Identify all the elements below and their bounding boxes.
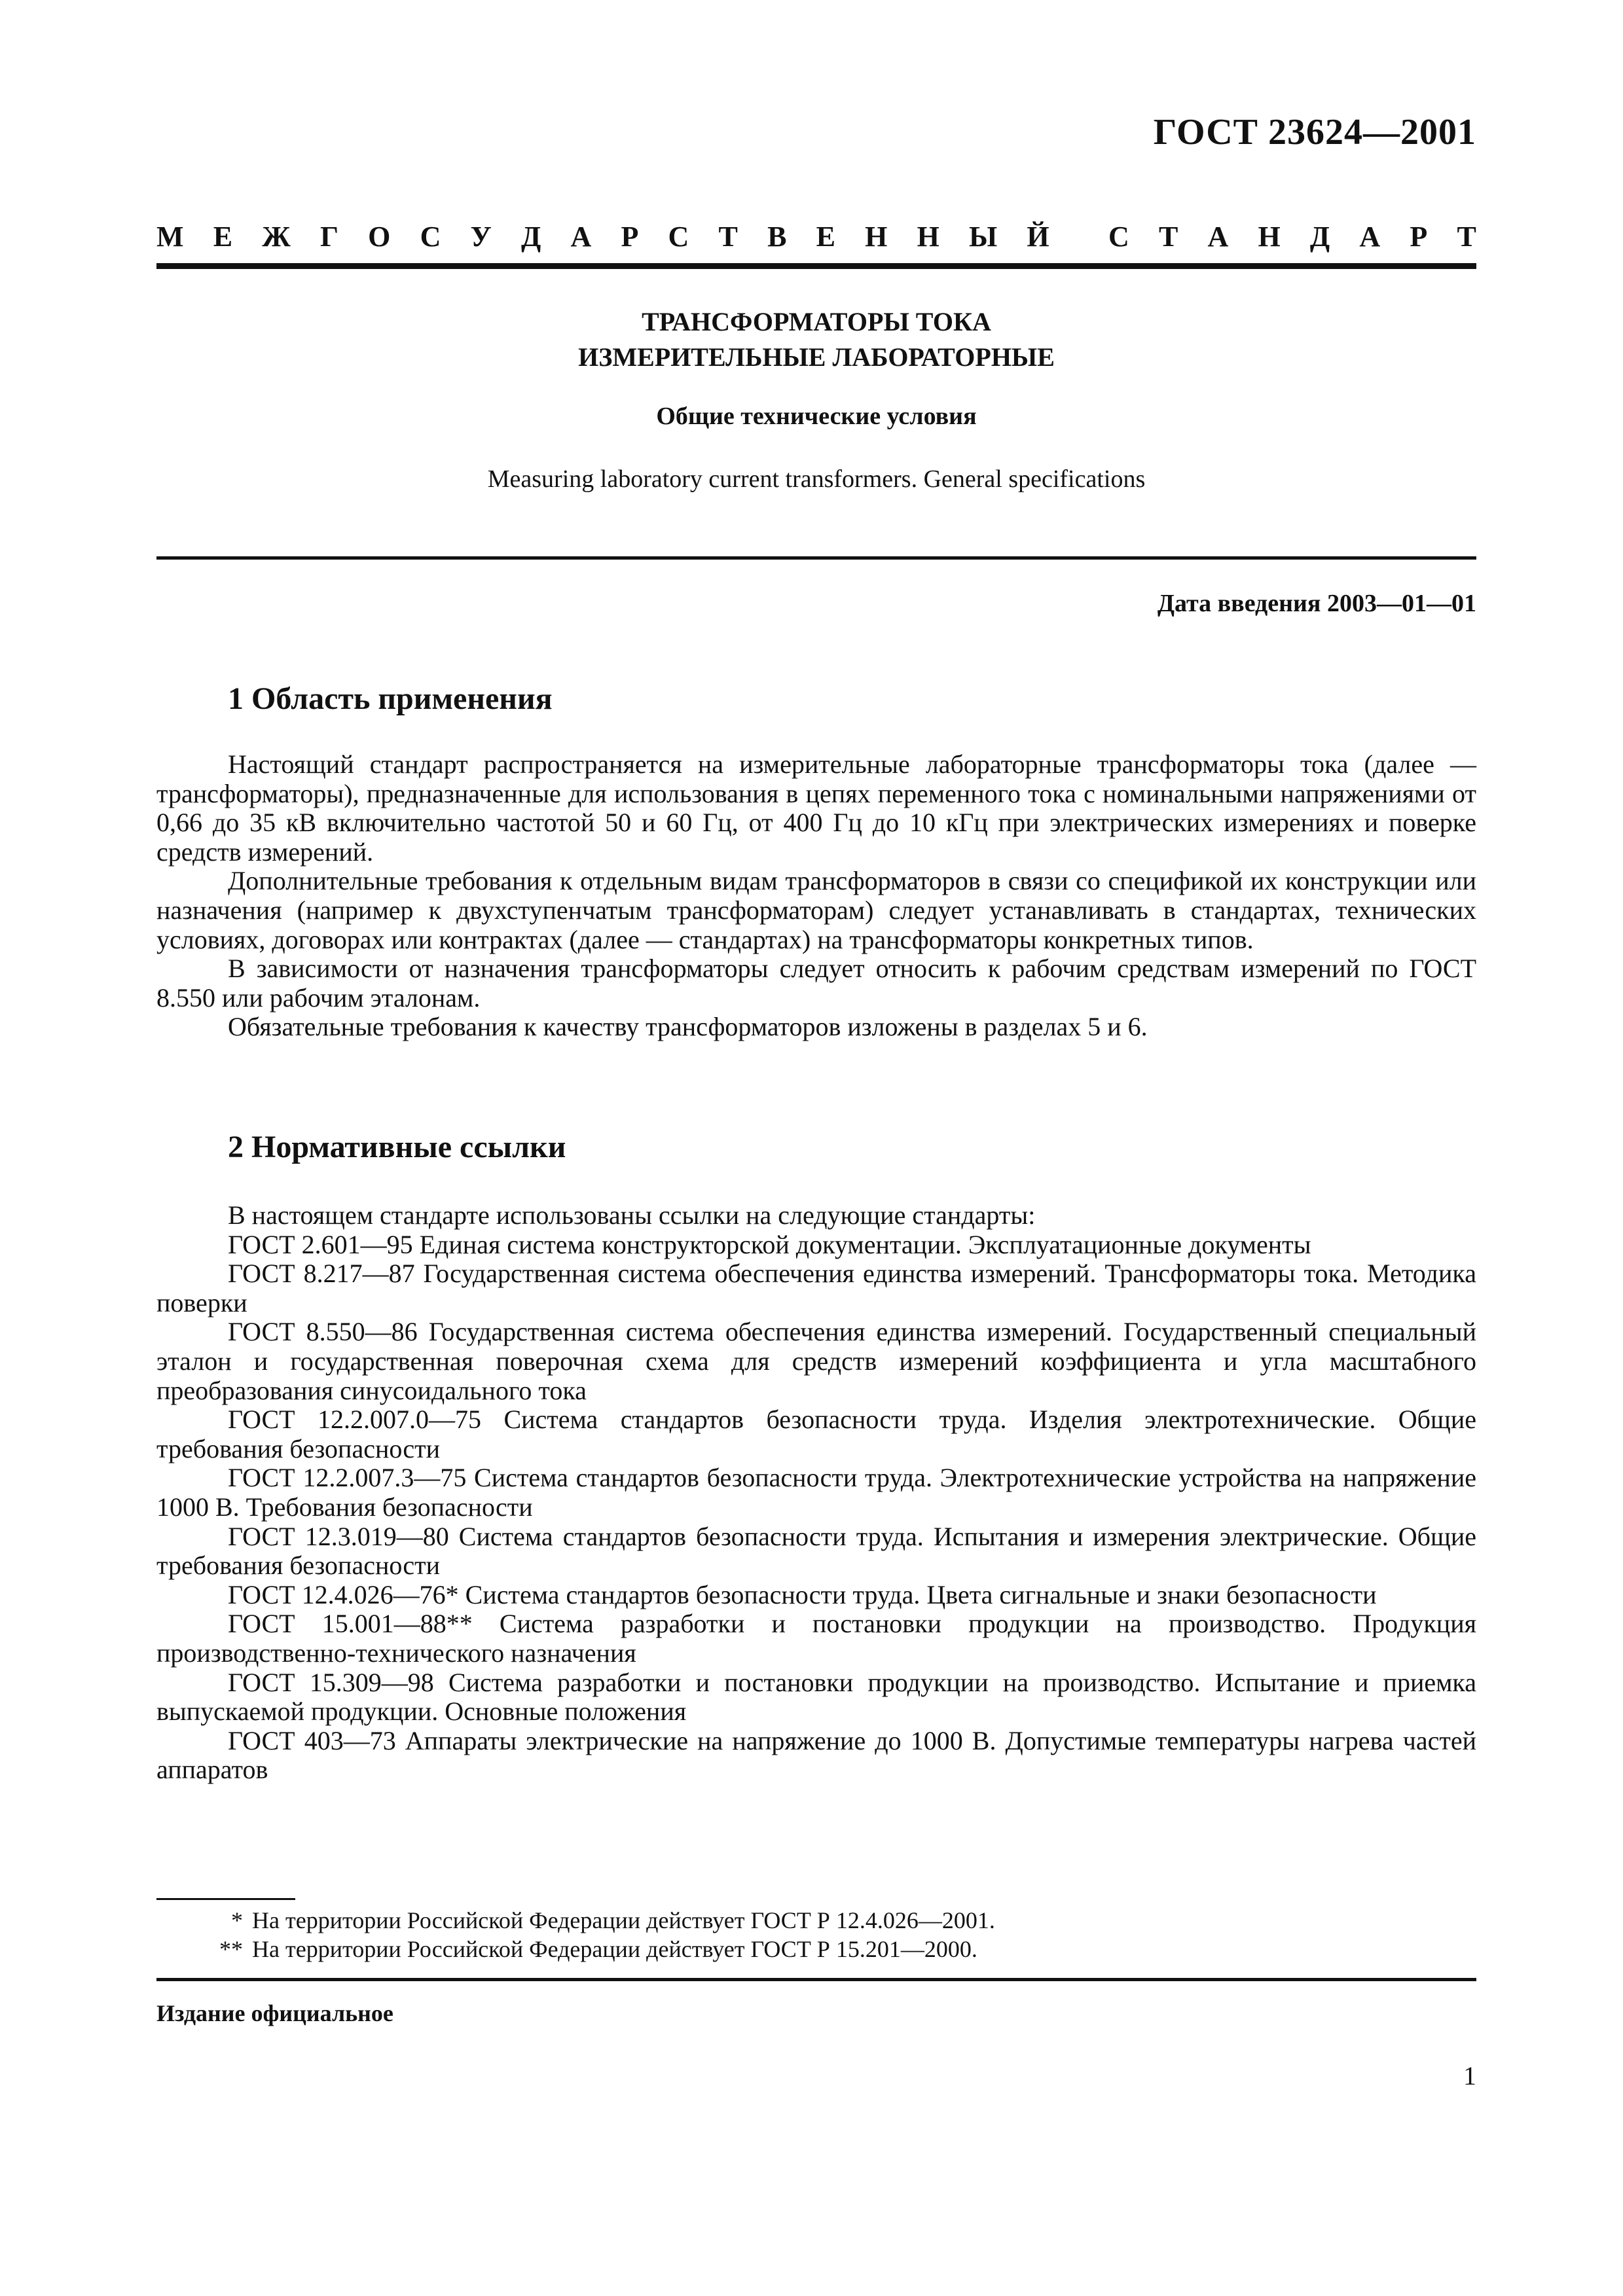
document-title [156,304,1476,375]
standard-type-letter: А [570,221,592,253]
standard-type-letter: Д [521,221,541,253]
standard-type-letter: Ж [262,221,291,253]
section-2-heading: 2 Нормативные ссылки [228,1130,566,1164]
footnote-text: На территории Российской Федерации действует ГОСТ Р 12.4.026—2001. [252,1907,995,1933]
standard-type-letter: Е [213,221,233,253]
paragraph: Настоящий стандарт распространяется на измерительные лабораторные трансформаторы тока (далее — трансформаторы), предназначенные для использования в цепях переменного тока с номинальными напряжениями от 0,66 до 35 кВ включительно частотой 50 и 60 Гц, от 400 Гц до 10 кГц при электрических измерениях и поверке средств измерений. [156,749,1476,867]
english-title: Measuring laboratory current transformers. General specifications [487,465,1146,493]
paragraph: В настоящем стандарте использованы ссылки на следующие стандарты: [228,1200,1036,1230]
footer-rule [156,1978,1476,1981]
standard-type-letter: А [1207,221,1229,253]
reference-entry: ГОСТ 2.601—95 Единая система конструкторской документации. Эксплуатационные документы [228,1229,1311,1259]
standard-type-letter: С [1108,221,1129,253]
page-number: 1 [1463,2061,1476,2090]
footnote-mark: ** [219,1936,243,1962]
reference-entry: ГОСТ 12.2.007.0—75 Система стандартов безопасности труда. Изделия электротехнические. Общие требования безопасности [156,1405,1476,1463]
standard-type-title [156,220,1476,253]
standard-type-letter: Н [865,221,888,253]
footnote [156,1906,1476,1935]
footnotes [156,1906,1476,1964]
reference-entry: ГОСТ 8.217—87 Государственная система обеспечения единства измерений. Трансформаторы тока. Методика поверки [156,1259,1476,1318]
standard-type-letter: О [368,221,391,253]
paragraph: В зависимости от назначения трансформаторы следует относить к рабочим средствам измерений по ГОСТ 8.550 или рабочим эталонам. [156,954,1476,1013]
footnote-mark: * [231,1907,243,1933]
standard-type-letter: Н [917,221,939,253]
footnote-text: На территории Российской Федерации действует ГОСТ Р 15.201—2000. [252,1936,977,1962]
standard-type-letter: М [156,221,184,253]
footnote [156,1935,1476,1964]
standard-type-letter: У [470,221,492,253]
reference-entry: ГОСТ 15.001—88** Система разработки и постановки продукции на производство. Продукция производственно-технического назначения [156,1609,1476,1668]
gost-code: ГОСТ 23624—2001 [1153,112,1476,152]
standard-type-letter: А [1359,221,1381,253]
reference-entry: ГОСТ 12.3.019—80 Система стандартов безопасности труда. Испытания и измерения электрические. Общие требования безопасности [156,1521,1476,1581]
header-rule [156,263,1476,269]
reference-entry: ГОСТ 12.4.026—76* Система стандартов безопасности труда. Цвета сигнальные и знаки безопасности [228,1579,1377,1609]
standard-type-letter: Т [1457,221,1476,253]
section-2-body [156,1201,1476,1785]
standard-type-letter: В [767,221,787,253]
title-rule [156,556,1476,560]
reference-entry: ГОСТ 15.309—98 Система разработки и постановки продукции на производство. Испытание и приемка выпускаемой продукции. Основные положения [156,1667,1476,1727]
standard-type-letter: Р [621,221,639,253]
standard-type-letter: Р [1410,221,1428,253]
section-1-body [156,750,1476,1042]
title-line-2: ИЗМЕРИТЕЛЬНЫЕ ЛАБОРАТОРНЫЕ [578,342,1055,372]
edition-label: Издание официальное [156,2000,393,2026]
reference-entry: ГОСТ 403—73 Аппараты электрические на напряжение до 1000 В. Допустимые температуры нагрева частей аппаратов [156,1725,1476,1785]
standard-type-letter: Ы [969,221,998,253]
reference-entry: ГОСТ 8.550—86 Государственная система обеспечения единства измерений. Государственный специальный эталон и государственная поверочная схема для средств измерений коэффициента и угла масштабного преобразования синусоидального тока [156,1317,1476,1405]
introduction-date: Дата введения 2003—01—01 [1157,590,1476,617]
standard-type-letter: Е [816,221,835,253]
document-subtitle: Общие технические условия [656,403,977,430]
standard-type-letter: Т [1158,221,1178,253]
footnote-divider [156,1898,295,1900]
section-1-heading: 1 Область применения [228,681,553,716]
standard-type-letter: С [668,221,689,253]
standard-type-letter: С [420,221,441,253]
standard-type-letter: Т [718,221,738,253]
reference-entry: ГОСТ 12.2.007.3—75 Система стандартов безопасности труда. Электротехнические устройства на напряжение 1000 В. Требования безопасности [156,1463,1476,1522]
standard-type-letter: Д [1309,221,1330,253]
standard-type-letter: Н [1258,221,1281,253]
standard-type-letter: Й [1027,221,1049,253]
paragraph: Дополнительные требования к отдельным видам трансформаторов в связи со спецификой их конструкции или назначения (например к двухступенчатым трансформаторам) следует устанавливать в стандартах, технических условиях, договорах или контрактах (далее — стандартах) на трансформаторы конкретных типов. [156,866,1476,954]
title-line-1: ТРАНСФОРМАТОРЫ ТОКА [642,307,991,336]
paragraph: Обязательные требования к качеству трансформаторов изложены в разделах 5 и 6. [228,1012,1148,1042]
standard-type-letter: Г [319,221,338,253]
